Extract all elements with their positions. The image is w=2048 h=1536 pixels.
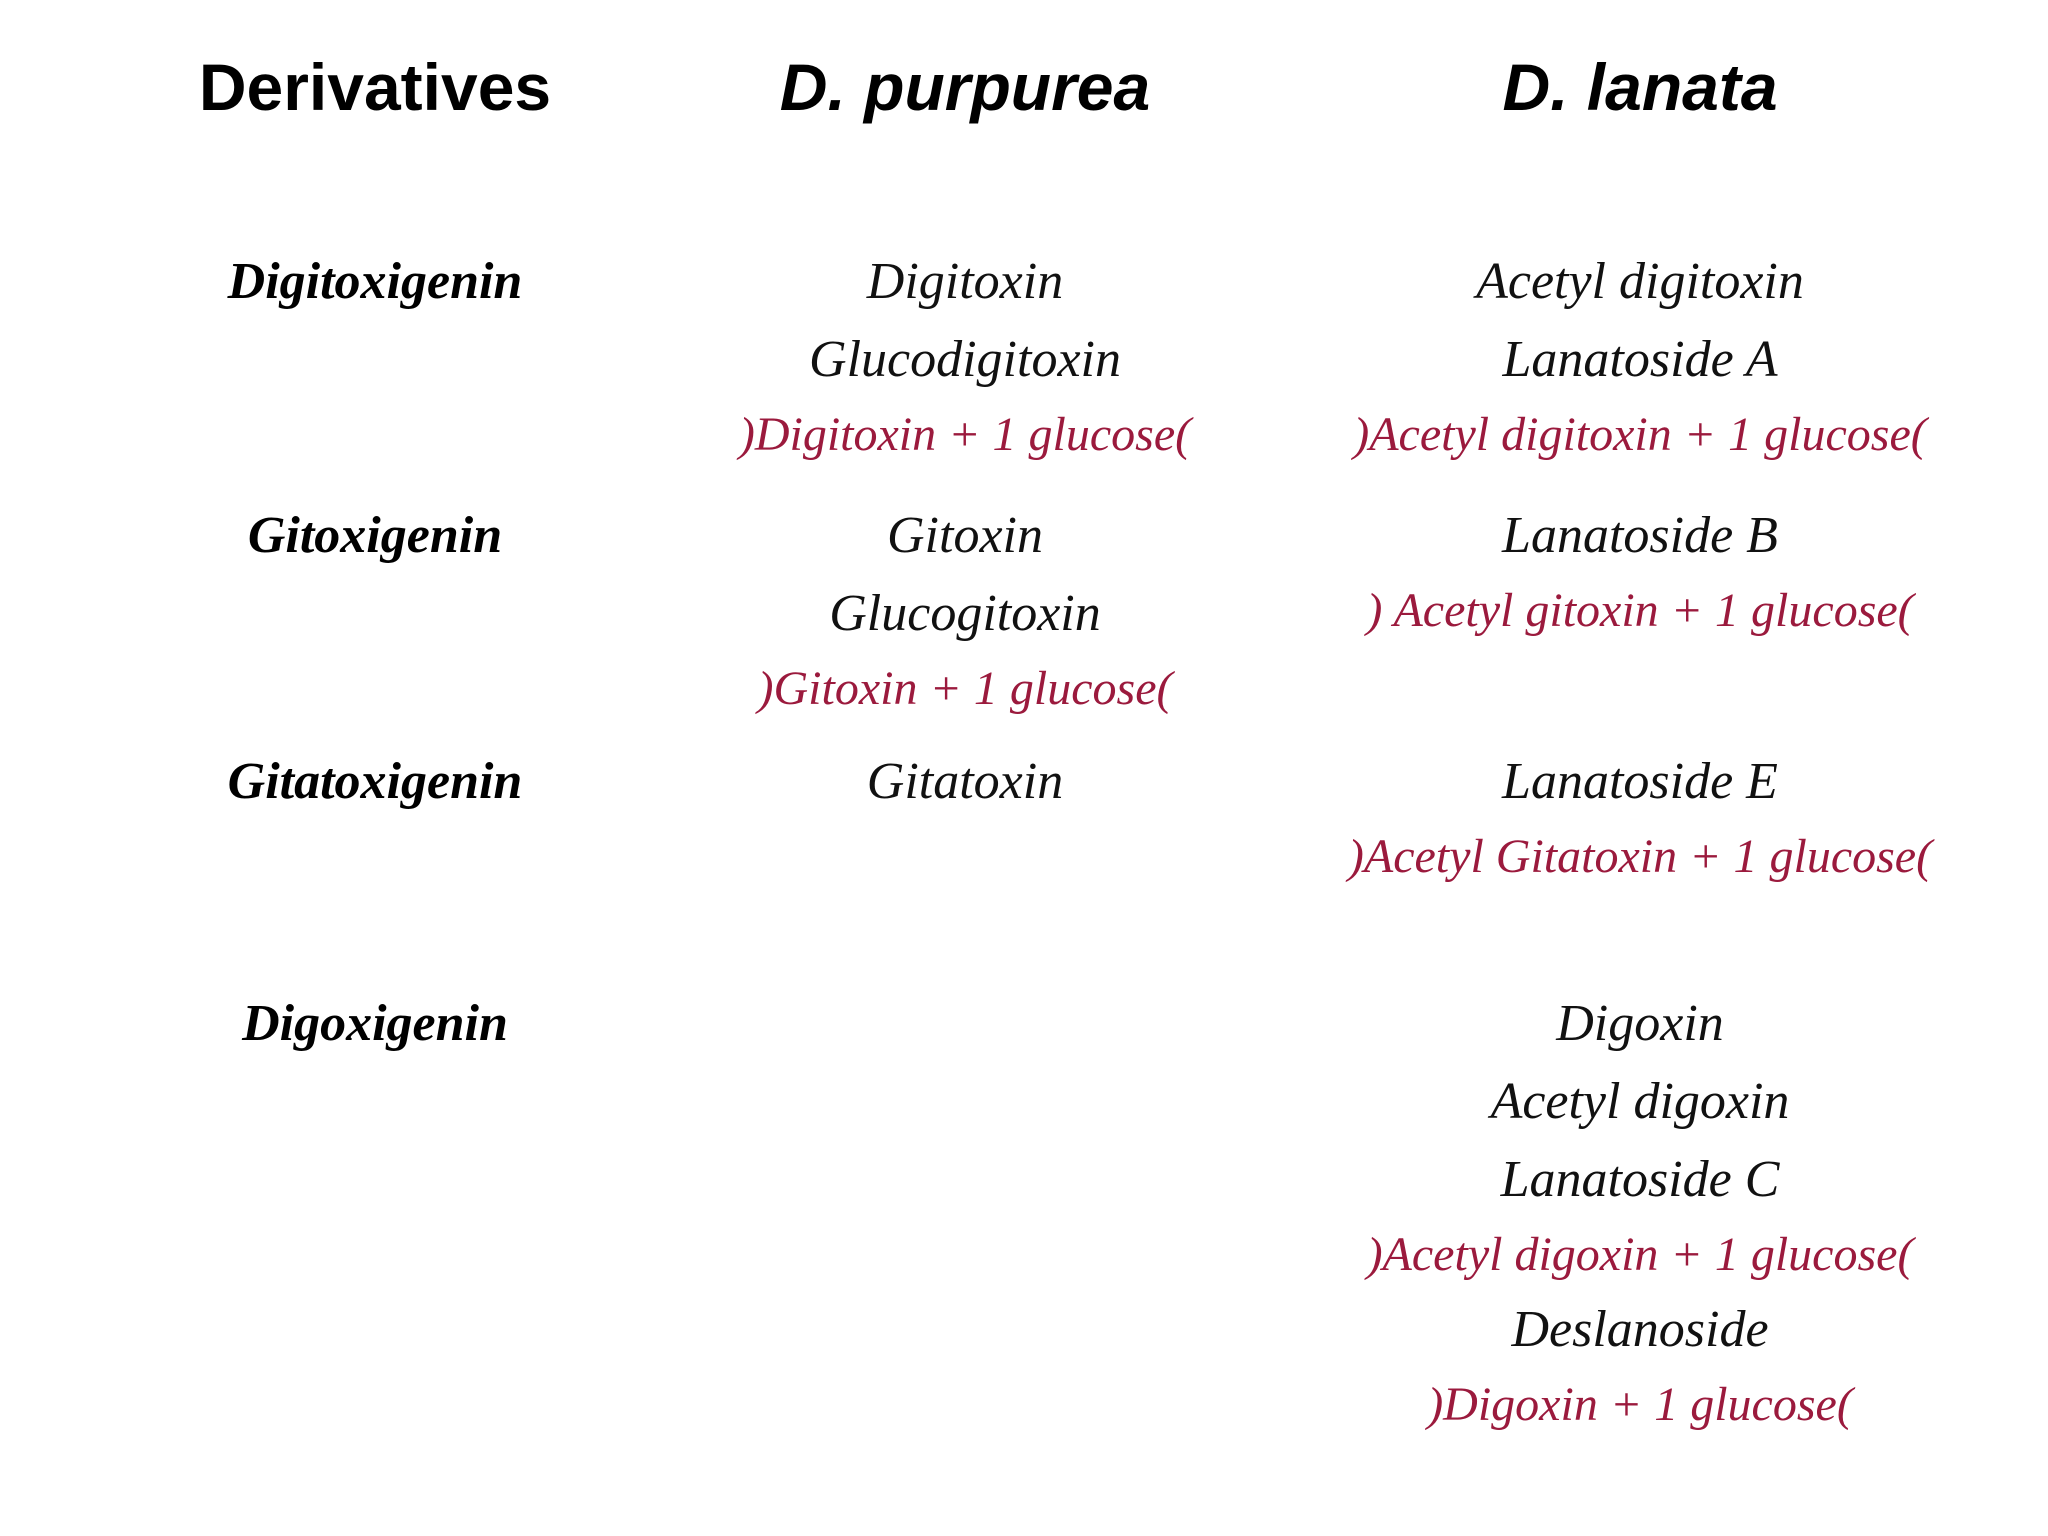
glycoside-composition-note: ) Acetyl gitoxin + 1 glucose( [1366, 584, 1914, 637]
glycoside-composition-note: )Gitoxin + 1 glucose( [757, 662, 1173, 715]
header-d-purpurea: D. purpurea [779, 50, 1151, 124]
glycoside-name: Glucodigitoxin [809, 331, 1121, 388]
aglycone-gitoxigenin: Gitoxigenin [247, 507, 503, 564]
glycoside-name: Acetyl digoxin [1490, 1073, 1790, 1130]
lanata-gitoxigenin-cell [1300, 497, 1980, 647]
glycoside-name: Gitatoxin [866, 753, 1064, 810]
lanata-digitoxigenin-cell [1300, 243, 1980, 471]
aglycone-digitoxigenin: Digitoxigenin [227, 253, 523, 310]
glycoside-composition-note: )Digoxin + 1 glucose( [1427, 1378, 1853, 1431]
aglycone-digoxigenin: Digoxigenin [242, 995, 508, 1052]
purpurea-gitatoxigenin-cell [700, 743, 1230, 821]
glycoside-name: Deslanoside [1511, 1301, 1769, 1358]
purpurea-gitoxigenin-cell [700, 497, 1230, 725]
glycoside-composition-note: )Digitoxin + 1 glucose( [738, 408, 1192, 461]
glycoside-name: Glucogitoxin [829, 585, 1101, 642]
glycoside-name: Lanatoside E [1502, 753, 1778, 810]
glycoside-composition-note: )Acetyl digitoxin + 1 glucose( [1353, 408, 1927, 461]
glycoside-name: Digoxin [1556, 995, 1724, 1052]
glycoside-composition-note: )Acetyl digoxin + 1 glucose( [1366, 1228, 1914, 1281]
lanata-digoxigenin-cell [1300, 985, 1980, 1441]
aglycone-gitatoxigenin: Gitatoxigenin [227, 753, 523, 810]
header-derivatives: Derivatives [198, 50, 552, 124]
glycoside-name: Lanatoside A [1502, 331, 1778, 388]
purpurea-digitoxigenin-cell [700, 243, 1230, 471]
glycoside-name: Acetyl digitoxin [1476, 253, 1804, 310]
header-d-lanata: D. lanata [1502, 50, 1778, 124]
glycoside-name: Lanatoside C [1500, 1151, 1780, 1208]
lanata-gitatoxigenin-cell [1300, 743, 1980, 893]
glycoside-name: Digitoxin [866, 253, 1064, 310]
glycoside-name: Lanatoside B [1502, 507, 1778, 564]
glycoside-name: Gitoxin [887, 507, 1043, 564]
glycoside-composition-note: )Acetyl Gitatoxin + 1 glucose( [1347, 830, 1933, 883]
